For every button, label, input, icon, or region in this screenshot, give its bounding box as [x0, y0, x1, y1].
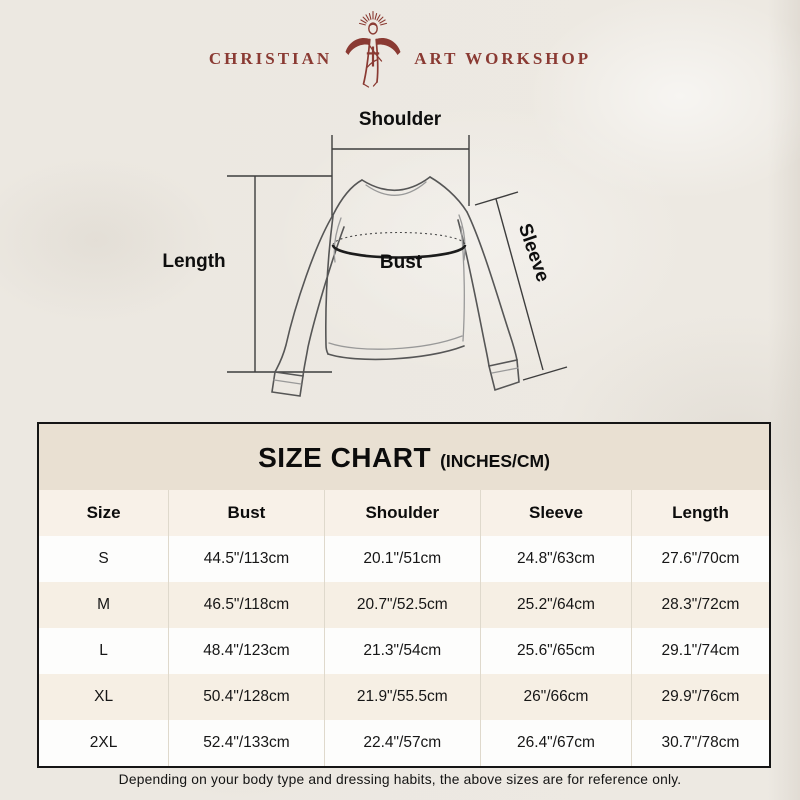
cell-length: 29.9"/76cm	[631, 674, 769, 720]
cell-sleeve: 26"/66cm	[480, 674, 631, 720]
cell-bust: 48.4"/123cm	[168, 628, 323, 674]
cell-size: XL	[94, 688, 114, 705]
size-chart-table	[37, 422, 771, 768]
size-chart-unit-label: (INCHES/CM)	[440, 451, 550, 471]
cell-shoulder: 21.9"/55.5cm	[324, 674, 480, 720]
column-header-bust: Bust	[168, 490, 323, 536]
cell-shoulder: 20.1"/51cm	[324, 536, 480, 582]
brand-name-left: CHRISTIAN	[208, 49, 333, 68]
cell-sleeve: 25.2"/64cm	[480, 582, 631, 628]
cell-shoulder: 21.3"/54cm	[324, 628, 480, 674]
brand-logo	[0, 10, 800, 92]
table-row-2xl	[39, 720, 769, 766]
table-row-xl	[39, 674, 769, 720]
table-row-s	[39, 536, 769, 582]
cell-bust: 50.4"/128cm	[168, 674, 323, 720]
cell-length: 30.7"/78cm	[631, 720, 769, 766]
jesus-radiant-cross-icon	[343, 10, 403, 90]
cell-bust: 46.5"/118cm	[168, 582, 323, 628]
cell-size: S	[98, 550, 109, 567]
cell-size: 2XL	[89, 734, 118, 751]
brand-name-right: ART WORKSHOP	[414, 49, 592, 68]
measurement-diagram	[120, 95, 680, 435]
cell-length: 27.6"/70cm	[631, 536, 769, 582]
cell-sleeve: 26.4"/67cm	[480, 720, 631, 766]
column-header-shoulder: Shoulder	[324, 490, 480, 536]
cell-shoulder: 20.7"/52.5cm	[324, 582, 480, 628]
cell-bust: 52.4"/133cm	[168, 720, 323, 766]
size-chart-title	[39, 424, 769, 490]
cell-length: 28.3"/72cm	[631, 582, 769, 628]
size-chart-title-text: SIZE CHART	[258, 442, 432, 473]
cell-size: L	[99, 642, 108, 659]
shoulder-label: Shoulder	[358, 109, 442, 130]
cell-size: M	[97, 596, 111, 613]
cell-sleeve: 24.8"/63cm	[480, 536, 631, 582]
table-header-row	[39, 490, 769, 536]
table-row-m	[39, 582, 769, 628]
sleeve-label: Sleeve	[513, 220, 554, 285]
column-header-size: Size	[86, 503, 121, 522]
bust-label: Bust	[379, 252, 423, 273]
cell-shoulder: 22.4"/57cm	[324, 720, 480, 766]
cell-sleeve: 25.6"/65cm	[480, 628, 631, 674]
reference-note: Depending on your body type and dressing habits, the above sizes are for reference only.	[118, 772, 682, 787]
cell-bust: 44.5"/113cm	[168, 536, 323, 582]
column-header-length: Length	[631, 490, 769, 536]
column-header-sleeve: Sleeve	[480, 490, 631, 536]
length-label: Length	[162, 251, 226, 272]
cell-length: 29.1"/74cm	[631, 628, 769, 674]
table-row-l	[39, 628, 769, 674]
